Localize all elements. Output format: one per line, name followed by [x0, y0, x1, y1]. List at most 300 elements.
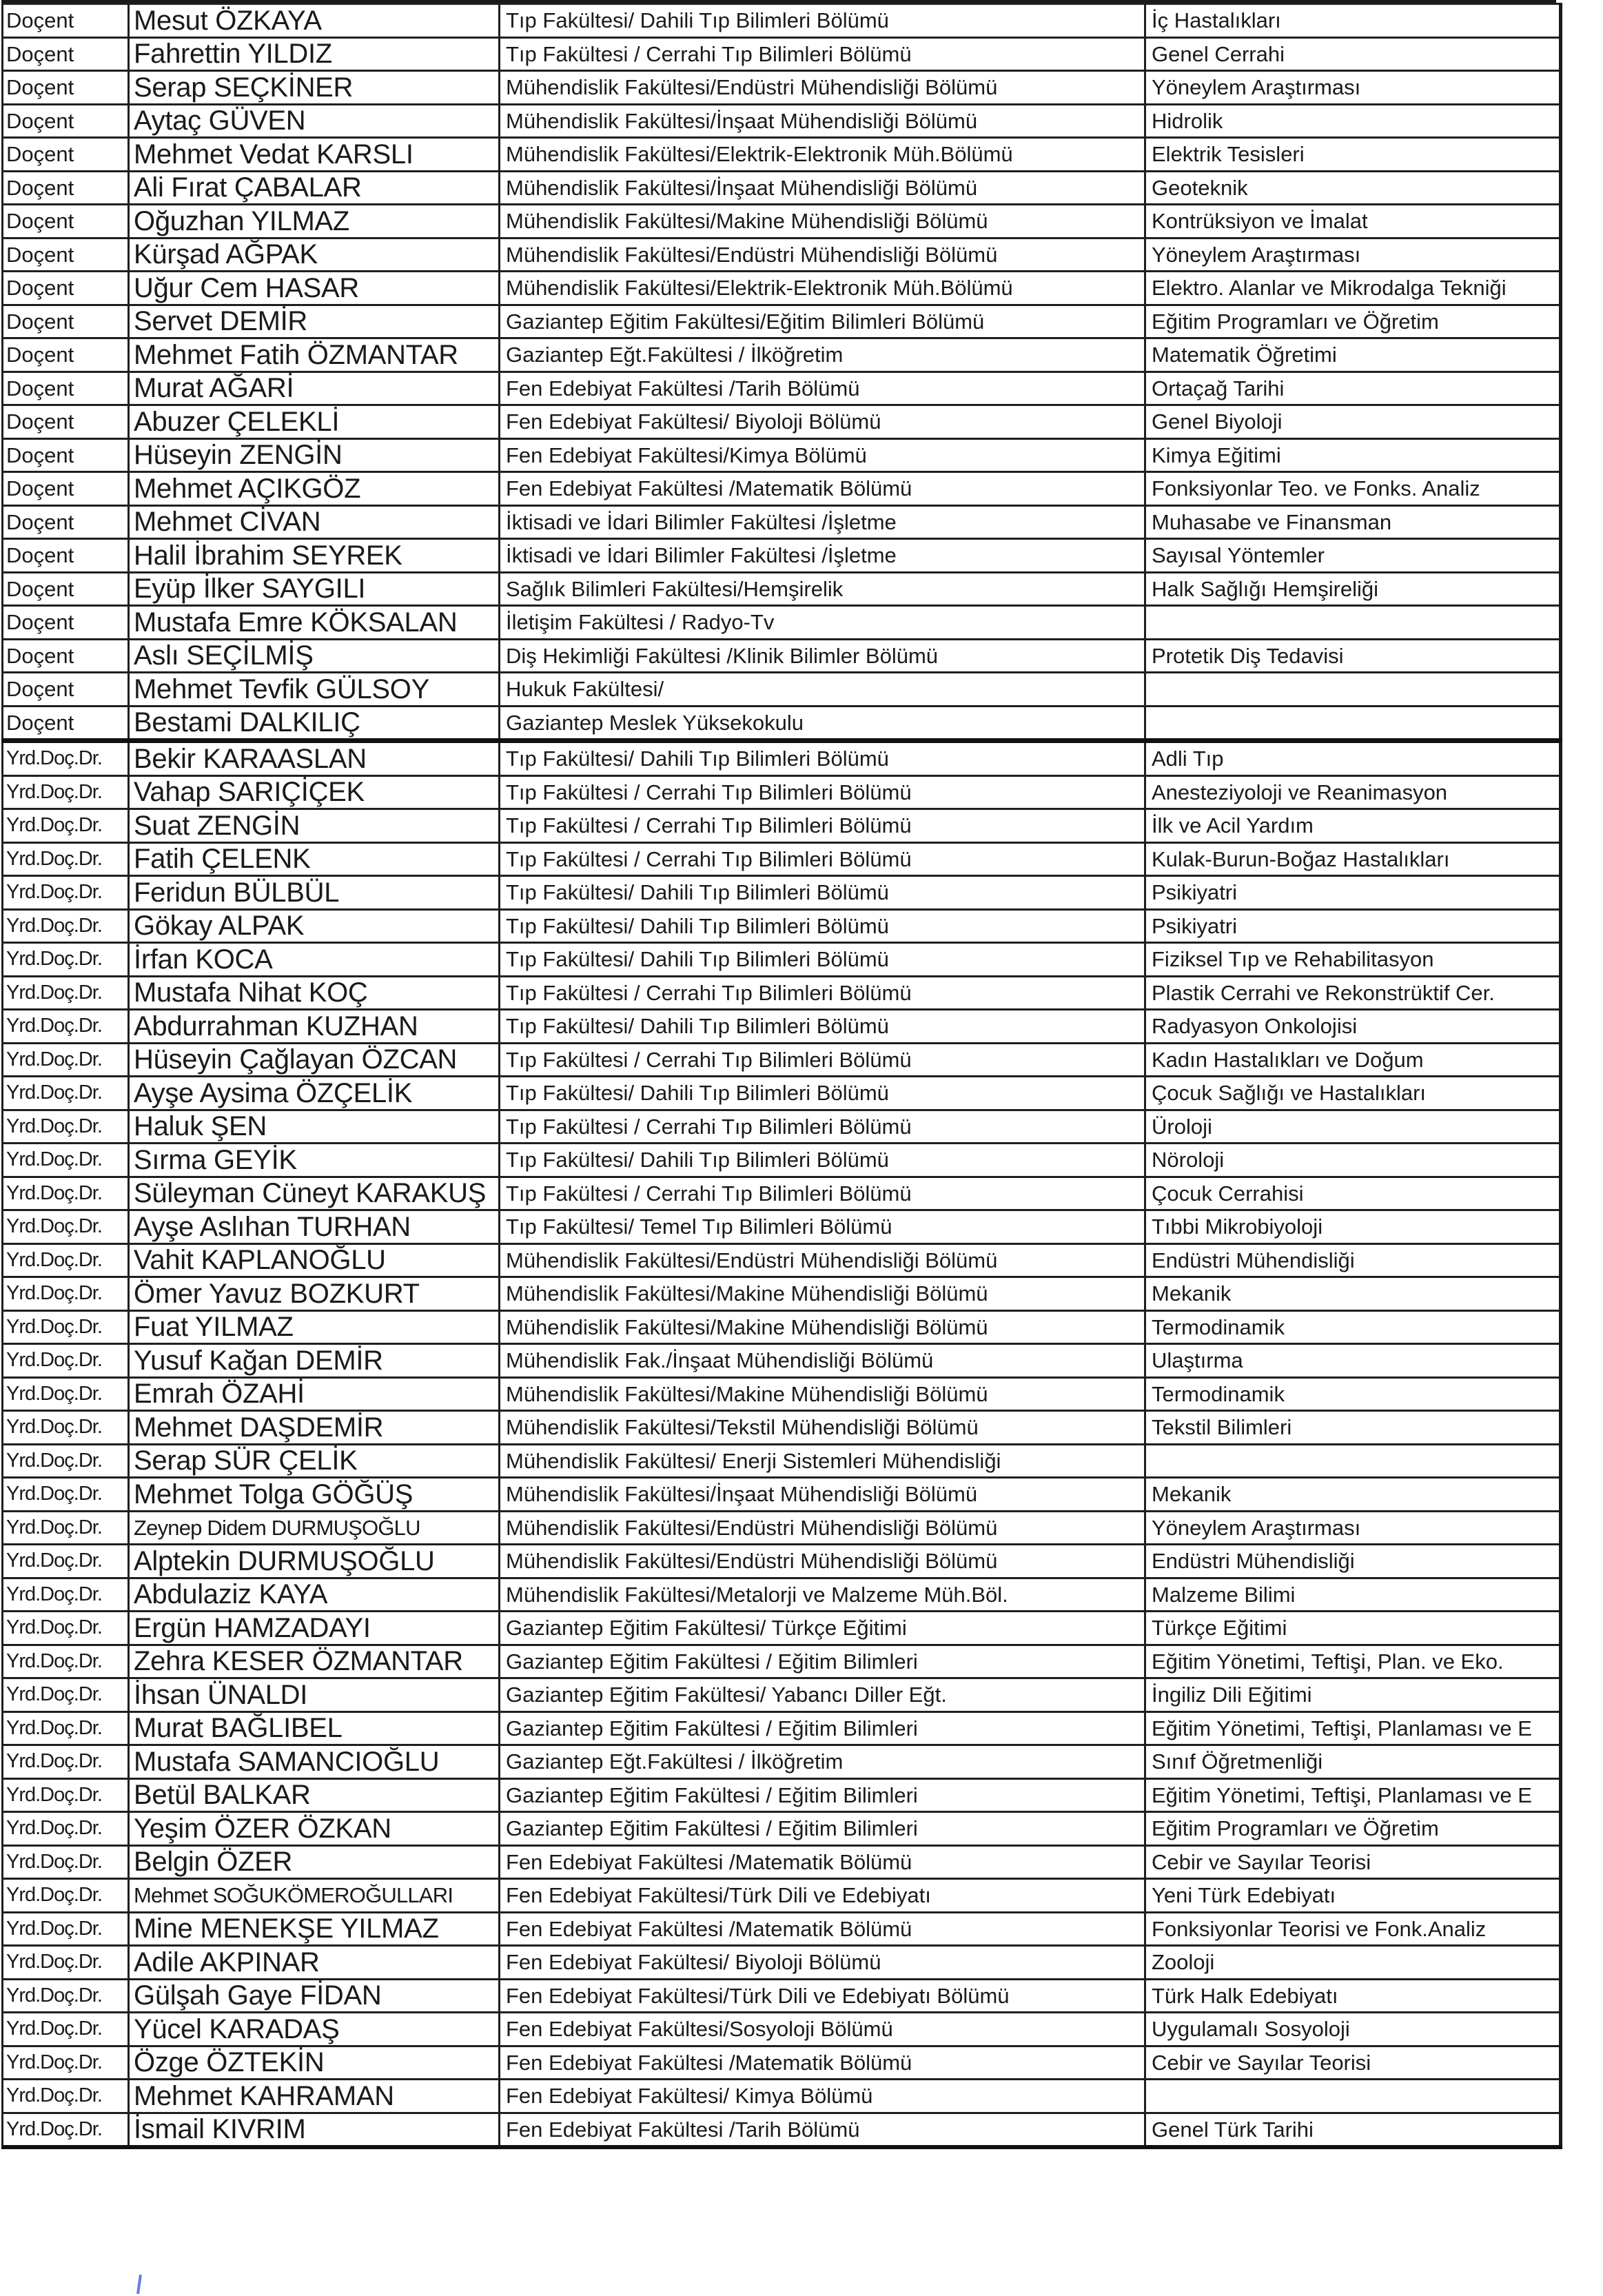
department-cell: Mühendislik Fak./İnşaat Mühendisliği Bölümü: [500, 1344, 1145, 1378]
table-row: [3, 238, 1561, 272]
title-cell: Yrd.Doç.Dr.: [3, 1411, 129, 1445]
table-row: [3, 673, 1561, 707]
name-cell: Bekir KARAASLAN: [129, 741, 500, 776]
field-cell: Fonksiyonlar Teo. ve Fonks. Analiz: [1145, 472, 1561, 506]
name-cell: Feridun BÜLBÜL: [129, 876, 500, 910]
title-cell: Yrd.Doç.Dr.: [3, 1277, 129, 1311]
field-cell: Mekanik: [1145, 1277, 1561, 1311]
table-row: [3, 1344, 1561, 1378]
department-cell: Mühendislik Fakültesi/İnşaat Mühendisliği Bölümü: [500, 104, 1145, 138]
field-cell: Hidrolik: [1145, 104, 1561, 138]
department-cell: Tıp Fakültesi/ Dahili Tıp Bilimleri Bölümü: [500, 1144, 1145, 1177]
name-cell: Ayşe Aysima ÖZÇELİK: [129, 1077, 500, 1110]
department-cell: Gaziantep Eğitim Fakültesi/Eğitim Bilimleri Bölümü: [500, 305, 1145, 338]
table-row: [3, 272, 1561, 305]
department-cell: İletişim Fakültesi / Radyo-Tv: [500, 606, 1145, 640]
field-cell: Türk Halk Edebiyatı: [1145, 1979, 1561, 2013]
department-cell: Mühendislik Fakültesi/Endüstri Mühendisliği Bölümü: [500, 1511, 1145, 1545]
department-cell: Tıp Fakültesi / Cerrahi Tıp Bilimleri Bölümü: [500, 775, 1145, 809]
field-cell: Eğitim Programları ve Öğretim: [1145, 305, 1561, 338]
name-cell: Servet DEMİR: [129, 305, 500, 338]
name-cell: Gökay ALPAK: [129, 909, 500, 943]
table-row: [3, 338, 1561, 372]
name-cell: Halil İbrahim SEYREK: [129, 539, 500, 573]
department-cell: Gaziantep Eğitim Fakültesi / Eğitim Bilimleri: [500, 1778, 1145, 1812]
name-cell: Mehmet Tolga GÖĞÜŞ: [129, 1478, 500, 1512]
table-row: [3, 37, 1561, 71]
title-cell: Doçent: [3, 205, 129, 238]
table-row: [3, 1711, 1561, 1745]
title-cell: Yrd.Doç.Dr.: [3, 1010, 129, 1044]
field-cell: Psikiyatri: [1145, 909, 1561, 943]
title-cell: Doçent: [3, 606, 129, 640]
field-cell: Nöroloji: [1145, 1144, 1561, 1177]
department-cell: Fen Edebiyat Fakültesi/ Biyoloji Bölümü: [500, 1946, 1145, 1980]
name-cell: Mehmet Tevfik GÜLSOY: [129, 673, 500, 707]
name-cell: Hüseyin ZENGİN: [129, 438, 500, 472]
name-cell: Yücel KARADAŞ: [129, 2013, 500, 2046]
field-cell: Kimya Eğitimi: [1145, 438, 1561, 472]
title-cell: Doçent: [3, 338, 129, 372]
name-cell: Murat AĞARİ: [129, 372, 500, 405]
name-cell: Ömer Yavuz BOZKURT: [129, 1277, 500, 1311]
department-cell: Mühendislik Fakültesi/ Enerji Sistemleri Mühendisliği: [500, 1444, 1145, 1478]
title-cell: Yrd.Doç.Dr.: [3, 1845, 129, 1879]
department-cell: Mühendislik Fakültesi/Endüstri Mühendisliği Bölümü: [500, 1243, 1145, 1277]
title-cell: Yrd.Doç.Dr.: [3, 2013, 129, 2046]
faculty-table-body: [3, 4, 1561, 2148]
table-row: [3, 1812, 1561, 1846]
department-cell: Diş Hekimliği Fakültesi /Klinik Bilimler Bölümü: [500, 639, 1145, 673]
name-cell: Ayşe Aslıhan TURHAN: [129, 1210, 500, 1244]
title-cell: Yrd.Doç.Dr.: [3, 1110, 129, 1144]
field-cell: Anesteziyoloji ve Reanimasyon: [1145, 775, 1561, 809]
field-cell: Halk Sağlığı Hemşireliği: [1145, 572, 1561, 606]
department-cell: Mühendislik Fakültesi/İnşaat Mühendisliği Bölümü: [500, 1478, 1145, 1512]
name-cell: Suat ZENGİN: [129, 809, 500, 843]
table-row: [3, 1144, 1561, 1177]
title-cell: Doçent: [3, 272, 129, 305]
name-cell: Mehmet AÇIKGÖZ: [129, 472, 500, 506]
field-cell: Fonksiyonlar Teorisi ve Fonk.Analiz: [1145, 1912, 1561, 1946]
faculty-table-sheet: [1, 0, 1556, 2149]
table-row: [3, 1778, 1561, 1812]
department-cell: Tıp Fakültesi/ Dahili Tıp Bilimleri Bölümü: [500, 876, 1145, 910]
title-cell: Yrd.Doç.Dr.: [3, 809, 129, 843]
table-row: [3, 472, 1561, 506]
department-cell: İktisadi ve İdari Bilimler Fakültesi /İşletme: [500, 539, 1145, 573]
table-row: [3, 1946, 1561, 1980]
table-row: [3, 138, 1561, 172]
table-row: [3, 2080, 1561, 2113]
title-cell: Doçent: [3, 706, 129, 741]
department-cell: Fen Edebiyat Fakültesi /Matematik Bölümü: [500, 1912, 1145, 1946]
field-cell: Genel Türk Tarihi: [1145, 2113, 1561, 2147]
field-cell: Endüstri Mühendisliği: [1145, 1545, 1561, 1578]
field-cell: İç Hastalıkları: [1145, 4, 1561, 38]
table-row: [3, 1210, 1561, 1244]
field-cell: Elektrik Tesisleri: [1145, 138, 1561, 172]
department-cell: Hukuk Fakültesi/: [500, 673, 1145, 707]
table-row: [3, 2013, 1561, 2046]
department-cell: Fen Edebiyat Fakültesi/ Kimya Bölümü: [500, 2080, 1145, 2113]
faculty-table: [1, 3, 1562, 2149]
department-cell: Sağlık Bilimleri Fakültesi/Hemşirelik: [500, 572, 1145, 606]
table-row: [3, 1110, 1561, 1144]
department-cell: Mühendislik Fakültesi/Endüstri Mühendisliği Bölümü: [500, 71, 1145, 105]
table-row: [3, 1879, 1561, 1913]
name-cell: Mehmet DAŞDEMİR: [129, 1411, 500, 1445]
title-cell: Yrd.Doç.Dr.: [3, 1511, 129, 1545]
department-cell: Gaziantep Eğitim Fakültesi / Eğitim Bilimleri: [500, 1711, 1145, 1745]
field-cell: Malzeme Bilimi: [1145, 1578, 1561, 1612]
field-cell: İngiliz Dili Eğitimi: [1145, 1678, 1561, 1712]
department-cell: Tıp Fakültesi/ Dahili Tıp Bilimleri Bölümü: [500, 1077, 1145, 1110]
table-row: [3, 71, 1561, 105]
department-cell: Fen Edebiyat Fakültesi/Kimya Bölümü: [500, 438, 1145, 472]
field-cell: [1145, 606, 1561, 640]
table-row: [3, 1511, 1561, 1545]
name-cell: Eyüp İlker SAYGILI: [129, 572, 500, 606]
table-row: [3, 372, 1561, 405]
department-cell: Tıp Fakültesi/ Temel Tıp Bilimleri Bölümü: [500, 1210, 1145, 1244]
name-cell: Uğur Cem HASAR: [129, 272, 500, 305]
table-row: [3, 1545, 1561, 1578]
department-cell: Mühendislik Fakültesi/Metalorji ve Malzeme Müh.Böl.: [500, 1578, 1145, 1612]
name-cell: Oğuzhan YILMAZ: [129, 205, 500, 238]
department-cell: Mühendislik Fakültesi/Elektrik-Elektronik Müh.Bölümü: [500, 272, 1145, 305]
title-cell: Yrd.Doç.Dr.: [3, 1745, 129, 1779]
table-row: [3, 976, 1561, 1010]
field-cell: Plastik Cerrahi ve Rekonstrüktif Cer.: [1145, 976, 1561, 1010]
department-cell: Mühendislik Fakültesi/Tekstil Mühendisliği Bölümü: [500, 1411, 1145, 1445]
field-cell: Sınıf Öğretmenliği: [1145, 1745, 1561, 1779]
name-cell: Mehmet Fatih ÖZMANTAR: [129, 338, 500, 372]
field-cell: Ortaçağ Tarihi: [1145, 372, 1561, 405]
title-cell: Yrd.Doç.Dr.: [3, 1979, 129, 2013]
title-cell: Yrd.Doç.Dr.: [3, 2080, 129, 2113]
title-cell: Yrd.Doç.Dr.: [3, 876, 129, 910]
field-cell: [1145, 673, 1561, 707]
table-row: [3, 775, 1561, 809]
title-cell: Doçent: [3, 372, 129, 405]
title-cell: Yrd.Doç.Dr.: [3, 909, 129, 943]
department-cell: Fen Edebiyat Fakültesi/Türk Dili ve Edebiyatı: [500, 1879, 1145, 1913]
name-cell: Mehmet Vedat KARSLI: [129, 138, 500, 172]
table-row: [3, 1243, 1561, 1277]
table-row: [3, 405, 1561, 439]
field-cell: Kulak-Burun-Boğaz Hastalıkları: [1145, 842, 1561, 876]
title-cell: Doçent: [3, 305, 129, 338]
table-row: [3, 1745, 1561, 1779]
field-cell: Türkçe Eğitimi: [1145, 1612, 1561, 1645]
table-row: [3, 539, 1561, 573]
field-cell: Kontrüksiyon ve İmalat: [1145, 205, 1561, 238]
table-row: [3, 505, 1561, 539]
title-cell: Yrd.Doç.Dr.: [3, 1578, 129, 1612]
field-cell: Yöneylem Araştırması: [1145, 1511, 1561, 1545]
title-cell: Yrd.Doç.Dr.: [3, 1344, 129, 1378]
table-row: [3, 741, 1561, 776]
department-cell: Fen Edebiyat Fakültesi /Tarih Bölümü: [500, 2113, 1145, 2147]
title-cell: Yrd.Doç.Dr.: [3, 1177, 129, 1210]
table-row: [3, 1010, 1561, 1044]
name-cell: Zehra KESER ÖZMANTAR: [129, 1645, 500, 1678]
name-cell: Zeynep Didem DURMUŞOĞLU: [129, 1511, 500, 1545]
title-cell: Doçent: [3, 405, 129, 439]
pen-mark: [136, 2275, 142, 2294]
title-cell: Doçent: [3, 238, 129, 272]
department-cell: Tıp Fakültesi/ Dahili Tıp Bilimleri Bölümü: [500, 4, 1145, 38]
table-row: [3, 809, 1561, 843]
field-cell: İlk ve Acil Yardım: [1145, 809, 1561, 843]
table-row: [3, 1411, 1561, 1445]
title-cell: Doçent: [3, 171, 129, 205]
name-cell: Betül BALKAR: [129, 1778, 500, 1812]
table-row: [3, 572, 1561, 606]
table-row: [3, 639, 1561, 673]
table-row: [3, 1478, 1561, 1512]
title-cell: Yrd.Doç.Dr.: [3, 1946, 129, 1980]
name-cell: Gülşah Gaye FİDAN: [129, 1979, 500, 2013]
table-row: [3, 1444, 1561, 1478]
field-cell: Fiziksel Tıp ve Rehabilitasyon: [1145, 943, 1561, 977]
title-cell: Yrd.Doç.Dr.: [3, 2046, 129, 2080]
field-cell: Endüstri Mühendisliği: [1145, 1243, 1561, 1277]
title-cell: Yrd.Doç.Dr.: [3, 2113, 129, 2147]
department-cell: Tıp Fakültesi / Cerrahi Tıp Bilimleri Bölümü: [500, 842, 1145, 876]
department-cell: Tıp Fakültesi / Cerrahi Tıp Bilimleri Bölümü: [500, 1043, 1145, 1077]
department-cell: Gaziantep Eğitim Fakültesi / Eğitim Bilimleri: [500, 1812, 1145, 1846]
department-cell: Tıp Fakültesi/ Dahili Tıp Bilimleri Bölümü: [500, 741, 1145, 776]
name-cell: Emrah ÖZAHİ: [129, 1377, 500, 1411]
field-cell: Zooloji: [1145, 1946, 1561, 1980]
department-cell: Mühendislik Fakültesi/İnşaat Mühendisliği Bölümü: [500, 171, 1145, 205]
field-cell: Çocuk Cerrahisi: [1145, 1177, 1561, 1210]
table-row: [3, 2113, 1561, 2147]
table-row: [3, 943, 1561, 977]
name-cell: Mehmet SOĞUKÖMEROĞULLARI: [129, 1879, 500, 1913]
title-cell: Yrd.Doç.Dr.: [3, 1077, 129, 1110]
field-cell: Matematik Öğretimi: [1145, 338, 1561, 372]
title-cell: Doçent: [3, 4, 129, 38]
department-cell: Mühendislik Fakültesi/Endüstri Mühendisliği Bölümü: [500, 1545, 1145, 1578]
table-row: [3, 4, 1561, 38]
field-cell: Psikiyatri: [1145, 876, 1561, 910]
table-row: [3, 2046, 1561, 2080]
field-cell: Eğitim Yönetimi, Teftişi, Plan. ve Eko.: [1145, 1645, 1561, 1678]
name-cell: Sırma GEYİK: [129, 1144, 500, 1177]
field-cell: Çocuk Sağlığı ve Hastalıkları: [1145, 1077, 1561, 1110]
title-cell: Yrd.Doç.Dr.: [3, 1478, 129, 1512]
department-cell: Fen Edebiyat Fakültesi /Matematik Bölümü: [500, 1845, 1145, 1879]
name-cell: Mehmet CİVAN: [129, 505, 500, 539]
department-cell: Tıp Fakültesi/ Dahili Tıp Bilimleri Bölümü: [500, 909, 1145, 943]
title-cell: Doçent: [3, 539, 129, 573]
title-cell: Yrd.Doç.Dr.: [3, 842, 129, 876]
field-cell: [1145, 2080, 1561, 2113]
field-cell: Ulaştırma: [1145, 1344, 1561, 1378]
field-cell: Eğitim Programları ve Öğretim: [1145, 1812, 1561, 1846]
field-cell: [1145, 706, 1561, 741]
department-cell: Gaziantep Eğitim Fakültesi/ Türkçe Eğitimi: [500, 1612, 1145, 1645]
department-cell: Tıp Fakültesi/ Dahili Tıp Bilimleri Bölümü: [500, 1010, 1145, 1044]
title-cell: Yrd.Doç.Dr.: [3, 1310, 129, 1344]
title-cell: Yrd.Doç.Dr.: [3, 1678, 129, 1712]
title-cell: Yrd.Doç.Dr.: [3, 1043, 129, 1077]
field-cell: Genel Biyoloji: [1145, 405, 1561, 439]
table-row: [3, 1979, 1561, 2013]
department-cell: Mühendislik Fakültesi/Elektrik-Elektronik Müh.Bölümü: [500, 138, 1145, 172]
name-cell: Abuzer ÇELEKLİ: [129, 405, 500, 439]
field-cell: Eğitim Yönetimi, Teftişi, Planlaması ve E: [1145, 1711, 1561, 1745]
department-cell: Fen Edebiyat Fakültesi /Matematik Bölümü: [500, 2046, 1145, 2080]
department-cell: Tıp Fakültesi/ Dahili Tıp Bilimleri Bölümü: [500, 943, 1145, 977]
table-row: [3, 1645, 1561, 1678]
field-cell: Cebir ve Sayılar Teorisi: [1145, 1845, 1561, 1879]
table-row: [3, 706, 1561, 741]
name-cell: Yeşim ÖZER ÖZKAN: [129, 1812, 500, 1846]
field-cell: Yöneylem Araştırması: [1145, 71, 1561, 105]
title-cell: Doçent: [3, 438, 129, 472]
title-cell: Yrd.Doç.Dr.: [3, 1778, 129, 1812]
table-row: [3, 1043, 1561, 1077]
field-cell: Radyasyon Onkolojisi: [1145, 1010, 1561, 1044]
title-cell: Doçent: [3, 138, 129, 172]
department-cell: Gaziantep Eğt.Fakültesi / İlköğretim: [500, 1745, 1145, 1779]
field-cell: Uygulamalı Sosyoloji: [1145, 2013, 1561, 2046]
table-row: [3, 1277, 1561, 1311]
title-cell: Doçent: [3, 639, 129, 673]
name-cell: Fuat YILMAZ: [129, 1310, 500, 1344]
department-cell: Gaziantep Eğitim Fakültesi/ Yabancı Diller Eğt.: [500, 1678, 1145, 1712]
field-cell: Geoteknik: [1145, 171, 1561, 205]
table-row: [3, 1612, 1561, 1645]
name-cell: Mehmet KAHRAMAN: [129, 2080, 500, 2113]
table-row: [3, 1177, 1561, 1210]
table-row: [3, 1678, 1561, 1712]
field-cell: Sayısal Yöntemler: [1145, 539, 1561, 573]
table-row: [3, 104, 1561, 138]
department-cell: İktisadi ve İdari Bilimler Fakültesi /İşletme: [500, 505, 1145, 539]
title-cell: Yrd.Doç.Dr.: [3, 1210, 129, 1244]
name-cell: Mustafa Nihat KOÇ: [129, 976, 500, 1010]
title-cell: Doçent: [3, 104, 129, 138]
title-cell: Yrd.Doç.Dr.: [3, 1243, 129, 1277]
field-cell: Termodinamik: [1145, 1310, 1561, 1344]
name-cell: Yusuf Kağan DEMİR: [129, 1344, 500, 1378]
department-cell: Fen Edebiyat Fakültesi /Tarih Bölümü: [500, 372, 1145, 405]
title-cell: Yrd.Doç.Dr.: [3, 1545, 129, 1578]
name-cell: Özge ÖZTEKİN: [129, 2046, 500, 2080]
department-cell: Fen Edebiyat Fakültesi/Sosyoloji Bölümü: [500, 2013, 1145, 2046]
name-cell: Ergün HAMZADAYI: [129, 1612, 500, 1645]
name-cell: Aytaç GÜVEN: [129, 104, 500, 138]
table-row: [3, 909, 1561, 943]
field-cell: Protetik Diş Tedavisi: [1145, 639, 1561, 673]
field-cell: Tekstil Bilimleri: [1145, 1411, 1561, 1445]
title-cell: Yrd.Doç.Dr.: [3, 1612, 129, 1645]
department-cell: Mühendislik Fakültesi/Makine Mühendisliği Bölümü: [500, 1310, 1145, 1344]
title-cell: Doçent: [3, 572, 129, 606]
name-cell: Fatih ÇELENK: [129, 842, 500, 876]
title-cell: Doçent: [3, 505, 129, 539]
department-cell: Mühendislik Fakültesi/Makine Mühendisliği Bölümü: [500, 1277, 1145, 1311]
table-row: [3, 1845, 1561, 1879]
table-row: [3, 305, 1561, 338]
name-cell: Belgin ÖZER: [129, 1845, 500, 1879]
table-row: [3, 1310, 1561, 1344]
department-cell: Mühendislik Fakültesi/Makine Mühendisliği Bölümü: [500, 1377, 1145, 1411]
title-cell: Doçent: [3, 37, 129, 71]
name-cell: Ali Fırat ÇABALAR: [129, 171, 500, 205]
title-cell: Yrd.Doç.Dr.: [3, 1645, 129, 1678]
field-cell: Muhasabe ve Finansman: [1145, 505, 1561, 539]
name-cell: Alptekin DURMUŞOĞLU: [129, 1545, 500, 1578]
department-cell: Gaziantep Eğitim Fakültesi / Eğitim Bilimleri: [500, 1645, 1145, 1678]
title-cell: Doçent: [3, 472, 129, 506]
name-cell: Mustafa Emre KÖKSALAN: [129, 606, 500, 640]
table-row: [3, 205, 1561, 238]
field-cell: Genel Cerrahi: [1145, 37, 1561, 71]
name-cell: Kürşad AĞPAK: [129, 238, 500, 272]
name-cell: Bestami DALKILIÇ: [129, 706, 500, 741]
name-cell: Murat BAĞLIBEL: [129, 1711, 500, 1745]
table-row: [3, 606, 1561, 640]
title-cell: Doçent: [3, 71, 129, 105]
name-cell: Serap SÜR ÇELİK: [129, 1444, 500, 1478]
title-cell: Yrd.Doç.Dr.: [3, 1879, 129, 1913]
name-cell: İsmail KIVRIM: [129, 2113, 500, 2147]
field-cell: [1145, 1444, 1561, 1478]
table-row: [3, 876, 1561, 910]
name-cell: Vahap SARIÇİÇEK: [129, 775, 500, 809]
department-cell: Tıp Fakültesi / Cerrahi Tıp Bilimleri Bölümü: [500, 976, 1145, 1010]
name-cell: Hüseyin Çağlayan ÖZCAN: [129, 1043, 500, 1077]
name-cell: Vahit KAPLANOĞLU: [129, 1243, 500, 1277]
department-cell: Gaziantep Meslek Yüksekokulu: [500, 706, 1145, 741]
name-cell: İrfan KOCA: [129, 943, 500, 977]
name-cell: Süleyman Cüneyt KARAKUŞ: [129, 1177, 500, 1210]
name-cell: İhsan ÜNALDI: [129, 1678, 500, 1712]
title-cell: Yrd.Doç.Dr.: [3, 1144, 129, 1177]
field-cell: Yeni Türk Edebiyatı: [1145, 1879, 1561, 1913]
name-cell: Mine MENEKŞE YILMAZ: [129, 1912, 500, 1946]
field-cell: Kadın Hastalıkları ve Doğum: [1145, 1043, 1561, 1077]
field-cell: Termodinamik: [1145, 1377, 1561, 1411]
title-cell: Yrd.Doç.Dr.: [3, 1444, 129, 1478]
table-row: [3, 1077, 1561, 1110]
field-cell: Adli Tıp: [1145, 741, 1561, 776]
department-cell: Mühendislik Fakültesi/Makine Mühendisliği Bölümü: [500, 205, 1145, 238]
name-cell: Mesut ÖZKAYA: [129, 4, 500, 38]
name-cell: Fahrettin YILDIZ: [129, 37, 500, 71]
department-cell: Fen Edebiyat Fakültesi/Türk Dili ve Edebiyatı Bölümü: [500, 1979, 1145, 2013]
name-cell: Abdulaziz KAYA: [129, 1578, 500, 1612]
table-row: [3, 1912, 1561, 1946]
title-cell: Doçent: [3, 673, 129, 707]
department-cell: Tıp Fakültesi / Cerrahi Tıp Bilimleri Bölümü: [500, 1110, 1145, 1144]
field-cell: Cebir ve Sayılar Teorisi: [1145, 2046, 1561, 2080]
title-cell: Yrd.Doç.Dr.: [3, 976, 129, 1010]
title-cell: Yrd.Doç.Dr.: [3, 1912, 129, 1946]
table-row: [3, 438, 1561, 472]
name-cell: Mustafa SAMANCIOĞLU: [129, 1745, 500, 1779]
name-cell: Haluk ŞEN: [129, 1110, 500, 1144]
title-cell: Yrd.Doç.Dr.: [3, 1377, 129, 1411]
name-cell: Abdurrahman KUZHAN: [129, 1010, 500, 1044]
title-cell: Yrd.Doç.Dr.: [3, 1711, 129, 1745]
